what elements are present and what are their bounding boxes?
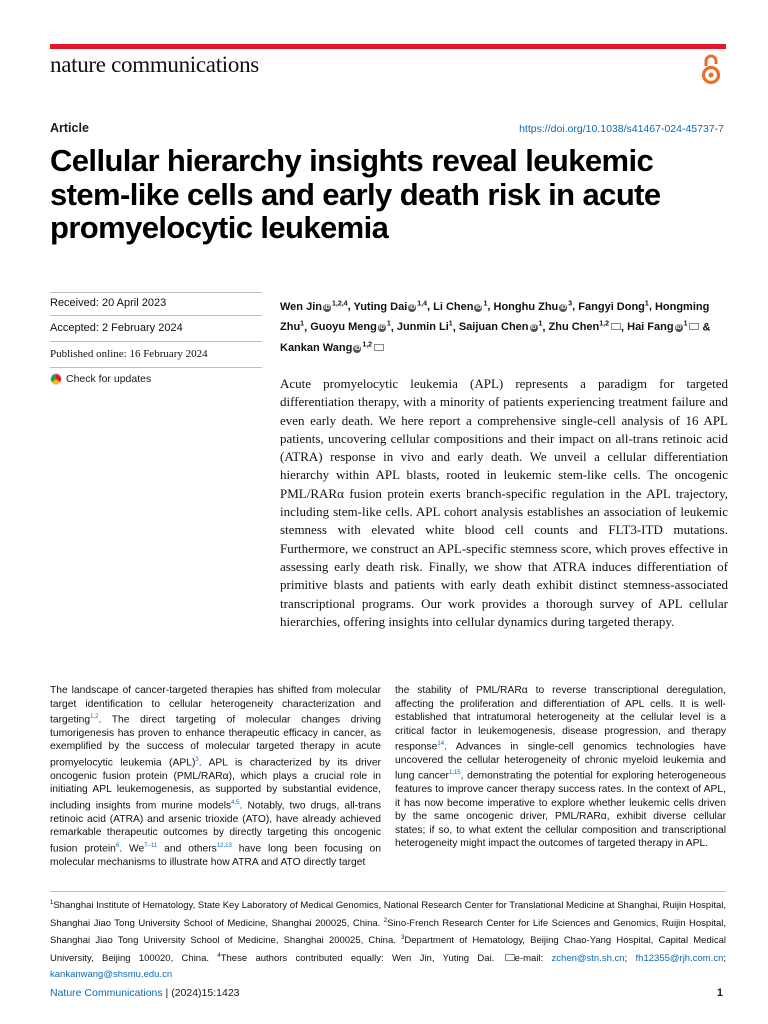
affiliations-footnote (50, 896, 726, 982)
author-affiliation: 1,2,4 (331, 300, 348, 307)
author-name: Li Chen (433, 300, 474, 313)
author-separator: , (427, 300, 434, 313)
text-run: Shanghai Institute of Hematology, State Key Laboratory of Medical Genomics, National Research Center for Translational Medicine at Shanghai, Ruijin Hospital, Shanghai Jiao Tong University School of Medicine, Shanghai 200025, China. (50, 900, 726, 929)
author-separator: , (304, 321, 311, 334)
reference-marker[interactable]: 1,2 (90, 714, 99, 720)
text-run: the stability of PML/RARα to reverse transcriptional deregulation, affecting the proliferation and differentiation of APL cells. It is well-established that intratumoral heterogeneity at the cellular level is a critical factor in leukemogenesis, disease progression, and therapy response (395, 685, 726, 753)
reference-marker[interactable]: 6 (115, 842, 120, 849)
author-name: Zhu Chen (548, 321, 600, 334)
author-name: Junmin Li (396, 321, 449, 334)
text-run: Sino-French Research Center for Life Sciences and Genomics, Ruijin Hospital, Shanghai Jiao Tong University School of Medicine, Shanghai 200025, China. (50, 917, 726, 947)
text-run: . APL is characterized by its driver oncogenic fusion protein (PML/RARα), which plays a crucial role in initiating APL leukemogenesis, as supported by substantial evidence, including insights from murine models (50, 757, 381, 812)
email-icon (505, 954, 515, 961)
author (549, 321, 621, 333)
author-name: Fangyi Dong (578, 300, 645, 313)
author (353, 301, 427, 313)
text-run: and others (157, 843, 217, 855)
article-title: Cellular hierarchy insights reveal leukemic stem-like cells and early death risk in acute promyelocytic leukemia (50, 143, 661, 245)
open-access-icon[interactable] (699, 52, 723, 86)
author-affiliation: 1,4 (417, 300, 427, 307)
orcid-icon[interactable]: iD (323, 304, 330, 311)
orcid-icon[interactable]: iD (354, 345, 361, 352)
text-run: The landscape of cancer-targeted therapies has shifted from molecular target identification to cellular heterogeneity characterization and targeting (50, 685, 381, 726)
text-run: ; (624, 953, 636, 965)
author (280, 342, 384, 354)
text-run: . Notably, two drugs, all-trans retinoic acid (ATRA) and arsenic trioxide (ATO), have already achieved remarkable therapeutic outcomes by directly targeting this oncogenic fusion protein (50, 800, 381, 855)
author-name: Hai Fang (627, 321, 674, 334)
author-name: Wen Jin (280, 300, 322, 313)
footer-volume: | (2024)15:1423 (162, 987, 240, 999)
author (433, 301, 487, 313)
header-rule (50, 44, 726, 49)
divider (50, 315, 262, 316)
author-name: Yuting Dai (353, 300, 408, 313)
orcid-icon[interactable]: iD (409, 304, 416, 311)
reference-marker[interactable]: 3 (195, 756, 199, 763)
author-affiliation: 1,2 (362, 341, 373, 349)
author-name: Saijuan Chen (458, 321, 529, 334)
text-run: These authors contributed equally: Wen Jin, Yuting Dai. (220, 953, 503, 965)
author-affiliation: 3 (568, 300, 573, 307)
email-link[interactable]: kankanwang@shsmu.edu.cn (50, 968, 173, 980)
author-separator: , (452, 321, 459, 334)
text-run: . Advances in single-cell genomics technologies have uncovered the cellular heterogeneity of chronic myeloid leukemia and lung cancer (395, 741, 726, 782)
author-affiliation: 1 (538, 320, 543, 328)
doi-link[interactable]: https://doi.org/10.1038/s41467-024-45737-7 (519, 123, 724, 135)
crossmark-icon (50, 373, 62, 385)
author-affiliation: 1 (386, 320, 391, 328)
accepted-date: Accepted: 2 February 2024 (50, 322, 183, 334)
author-name: Guoyu Meng (310, 321, 377, 334)
author (397, 321, 453, 333)
text-run: have long been focusing on molecular mechanisms to illustrate how ATRA and ATO directly target (50, 843, 381, 868)
journal-name: nature communications (50, 52, 259, 77)
orcid-icon[interactable]: iD (475, 304, 482, 311)
orcid-icon[interactable]: iD (560, 304, 567, 311)
received-date: Received: 20 April 2023 (50, 297, 167, 309)
footer-citation (50, 987, 240, 999)
footnote-rule (50, 891, 726, 892)
published-date: Published online: 16 February 2024 (50, 348, 208, 360)
author-separator: , (648, 300, 655, 313)
author (280, 301, 348, 313)
author (578, 301, 649, 313)
author-name: Kankan Wang (280, 341, 353, 354)
author-affiliation: 1 (300, 320, 305, 328)
author-name: Honghu Zhu (493, 300, 559, 313)
email-link[interactable]: fh12355@rjh.com.cn (635, 953, 724, 965)
footer-journal-link[interactable]: Nature Communications (50, 987, 163, 999)
author-separator: & (699, 321, 711, 334)
author (310, 321, 391, 333)
reference-marker[interactable]: 12,13 (216, 842, 232, 849)
email-icon[interactable] (374, 344, 384, 351)
author-affiliation: 1,2 (599, 320, 609, 328)
check-for-updates-button[interactable] (50, 373, 151, 385)
text-run: ; (723, 953, 726, 965)
text-run: . The direct targeting of molecular changes driving tumorigenesis has proven to enhance therapeutic efficacy in cancer, as exemplified by the success of molecular targeted therapy in acute promyelocytic leukemia (APL) (50, 714, 381, 769)
article-type: Article (50, 121, 89, 135)
author-affiliation: 1 (483, 300, 488, 307)
email-icon[interactable] (611, 323, 621, 330)
email-icon[interactable] (689, 323, 699, 330)
reference-marker[interactable]: 4,5 (231, 799, 240, 806)
reference-marker[interactable]: 1 (50, 900, 54, 906)
divider (50, 341, 262, 342)
orcid-icon[interactable]: iD (675, 325, 682, 332)
author-affiliation: 1 (644, 300, 649, 307)
reference-marker[interactable]: 1,15 (448, 770, 461, 777)
orcid-icon[interactable]: iD (378, 325, 385, 332)
reference-marker[interactable]: 7–11 (144, 842, 158, 849)
text-run: , demonstrating the potential for exploring heterogeneous features to improve cancer therapy success rates. In the context of APL, it has now become imperative to explore whether leukemic cells driven by the same oncogenic driver, PML/RARα, exhibit diverse cellular states; if so, to what extent the cellular composition and transcriptional heterogeneity might impact the outcomes of targeted therapy in APL. (395, 770, 727, 850)
check-for-updates-label: Check for updates (66, 373, 152, 385)
author (459, 321, 543, 333)
email-link[interactable]: zchen@stn.sh.cn (551, 953, 625, 965)
author-list (280, 295, 730, 357)
author-separator: , (487, 300, 494, 313)
text-run: e-mail: (514, 953, 552, 965)
author-separator: , (572, 300, 579, 313)
body-column-right (395, 684, 726, 851)
orcid-icon[interactable]: iD (530, 325, 537, 332)
reference-marker[interactable]: 2 (383, 917, 388, 924)
body-column-left (50, 684, 381, 869)
author-separator: , (542, 321, 549, 334)
text-run: . We (119, 843, 145, 855)
abstract: Acute promyelocytic leukemia (APL) represents a paradigm for targeted differentiation therapy, with a minority of patients experiencing treatment failure and even early death. We here report a comprehensive single-cell analysis of 16 APL patients, uncovering cellular compositions and their impact on all-trans retinoic acid (ATRA) response in vivo and early death. We unveil a cellular differentiation hierarchy within APL blasts, rooted in leukemic stem-like cells. The oncogenic PML/RARα fusion protein exerts branch-specific regulation in the APL trajectory, including stem-like cells. APL cohort analysis establishes an association of leukemic stemness with elevated white blood cell counts and FLT3-ITD mutations. Furthermore, we construct an APL-specific stemness score, which proves effective in assessing early death risk. Finally, we show that ATRA induces differentiation of primitive blasts and patients with early death exhibit distinct stemness-associated transcriptional programs. Our work provides a thorough survey of APL cellular hierarchies, offering insights into cellular dynamics during targeted therapy. (280, 376, 728, 629)
reference-marker[interactable]: 3 (401, 935, 405, 942)
divider (50, 292, 262, 293)
author (494, 301, 573, 313)
text-run: Department of Hematology, Beijing Chao-Yang Hospital, Capital Medical University, Beijing 100020, China. (50, 935, 726, 965)
reference-marker[interactable]: 4 (217, 952, 221, 959)
author-separator: , (347, 300, 354, 313)
author-separator: , (621, 321, 628, 334)
author-affiliation: 1 (683, 320, 688, 328)
divider (50, 367, 262, 368)
page-number: 1 (716, 987, 723, 999)
author-separator: , (390, 321, 397, 334)
author-affiliation: 1 (448, 320, 453, 328)
author-name: Hongming Zhu (280, 300, 710, 334)
reference-marker[interactable]: 14 (437, 741, 445, 747)
author (627, 321, 699, 333)
